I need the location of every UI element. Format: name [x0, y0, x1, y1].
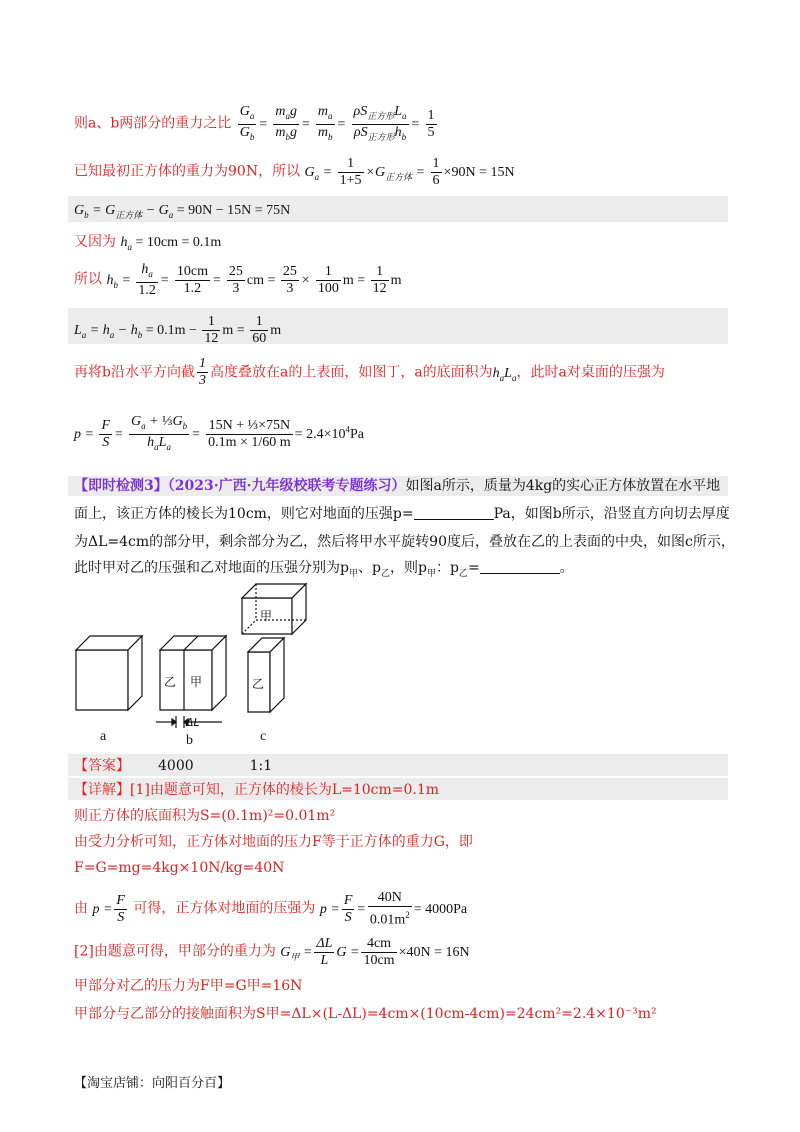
- ha-formula: $h_a = 10cm = 0.1m$: [120, 235, 222, 252]
- problem-line-2: 面上，该正方体的棱长为10cm，则它对地面的压强p= Pa，如图b所示，沿竖直方向切去厚度: [74, 506, 730, 522]
- la-line: [74, 314, 281, 347]
- gb-line: [74, 200, 290, 225]
- stack-line: 再将b沿水平方向截 $\frac{1}{3}$ 高度叠放在a的上表面，如图丁，a的底面积为$h_aL_a$，此时a对桌面的压强为: [74, 356, 665, 388]
- label-delta-l: ΔL: [186, 716, 200, 729]
- detail-line-5: 由 p = $\frac{F}{S}$ 可得，正方体对地面的压强为 p = $\frac{F}{S}$ = $\frac{40N}{0.01m^2}$ = 4000Pa: [74, 890, 468, 928]
- label-a: a: [100, 729, 107, 744]
- one-third: $\frac{1}{3}$: [198, 356, 206, 388]
- pressure-line: [74, 414, 364, 455]
- answer-blank-1[interactable]: [414, 505, 494, 520]
- ga-line: 已知最初正方体的重力为90N，所以 $G_a$ = $\frac{1}{1+5}$ $\times G_{正方体}$ = $\frac{1}{6}$ ×90N = 15N: [74, 156, 515, 188]
- detail-line-7: 甲部分对乙的压力为F甲=G甲=16N: [74, 978, 303, 994]
- cube-c: [242, 584, 306, 712]
- cube-a: [76, 636, 142, 710]
- ratio-line: 则a、b两部分的重力之比 $\frac{G_a}{G_b}$ = $\frac{m_ag}{m_bg}$ = $\frac{m_a}{m_b}$ = $\frac{\rho S_{正方形}L_a}{\rho S_{正方形}h_b}$ = $\frac{1}{5}$: [74, 104, 439, 145]
- ha-line: 又因为 $h_a = 10cm = 0.1m$: [74, 234, 222, 252]
- hb-line: 所以 $h_b$ = $\frac{h_a}{1.2}$ = $\frac{10cm}{1.2}$ = $\frac{25}{3}$ cm = $\frac{25}{3}$ × $\frac{1}{100}$ m = $\frac{1}{12}$ m: [74, 262, 402, 298]
- hb-formula: $h_b$ = $\frac{h_a}{1.2}$ = $\frac{10cm}{1.2}$ = $\frac{25}{3}$ cm = $\frac{25}{3}$ × $\frac{1}{100}$ m = $\frac{1}{12}$ m: [106, 262, 402, 298]
- answer-blank-2[interactable]: [480, 559, 560, 574]
- area-expr: $h_aL_a$: [492, 365, 517, 383]
- label-b: b: [186, 733, 193, 748]
- cube-figure: [72, 580, 332, 750]
- footer-shop: 【淘宝店铺：向阳百分百】: [74, 1076, 231, 1091]
- label-jia-c: 甲: [260, 609, 273, 623]
- detail-line-1: 【详解】[1]由题意可知，正方体的棱长为L=10cm=0.1m: [74, 782, 440, 798]
- detail-line-3: 由受力分析可知，正方体对地面的压力F等于正方体的重力G，即: [74, 834, 473, 850]
- pressure-formula: p = $\frac{F}{S}$ = $\frac{G_a + \frac{1}{3}G_b}{h_aL_a}$ = $\frac{\text{15N + ⅓×75N}}{0.1m \times 1/60 m}$ = $2.4\times 10^4Pa$: [74, 414, 364, 452]
- label-jia-b: 甲: [190, 675, 203, 689]
- label-yi-b: 乙: [164, 675, 177, 689]
- detail-line-8: 甲部分与乙部分的接触面积为S甲=ΔL×(L-ΔL)=4cm×(10cm-4cm)=24cm²=2.4×10⁻³m²: [74, 1006, 657, 1022]
- detail-line-4: F=G=mg=4kg×10N/kg=40N: [74, 860, 285, 876]
- ratio-formula: $\frac{G_a}{G_b}$ = $\frac{m_ag}{m_bg}$ = $\frac{m_a}{m_b}$ = $\frac{\rho S_{正方形}L_a}{\rho S_{正方形}h_b}$ = $\frac{1}{5}$: [239, 104, 435, 142]
- problem-line-4: 此时甲对乙的压强和乙对地面的压强分别为$p_甲$、$p_乙$，则$p_甲$：$p_乙=$ 。: [74, 560, 574, 579]
- detail-line-6: [2]由题意可得，甲部分的重力为 $G_甲$ = $\frac{\Delta L}{L}$ G = $\frac{4cm}{10cm}$ ×40N = 16N: [74, 936, 470, 968]
- label-c: c: [260, 729, 267, 744]
- gb-formula: $G_b = G_{正方体} - G_a = 90N - 15N = 75N$: [74, 203, 291, 220]
- problem-line-3: 为ΔL=4cm的部分甲，剩余部分为乙，然后将甲水平旋转90度后，叠放在乙的上表面的中央，如图c所示，: [74, 534, 735, 550]
- label-yi-c: 乙: [252, 677, 265, 691]
- answer-line: 【答案】 4000 1:1: [74, 758, 273, 774]
- la-formula: $L_a = h_a - h_b = 0.1m$ − $\frac{1}{12}$ m = $\frac{1}{60}$ m: [74, 314, 282, 346]
- detail-line-2: 则正方体的底面积为S=(0.1m)²=0.01m²: [74, 808, 336, 824]
- problem-line-1: 【即时检测3】（2023·广西·九年级校联考专题练习）如图a所示，质量为4kg的实心正方体放置在水平地: [74, 478, 721, 494]
- ga-formula: $G_a$ = $\frac{1}{1+5}$ $\times G_{正方体}$ = $\frac{1}{6}$ ×90N = 15N: [304, 156, 515, 188]
